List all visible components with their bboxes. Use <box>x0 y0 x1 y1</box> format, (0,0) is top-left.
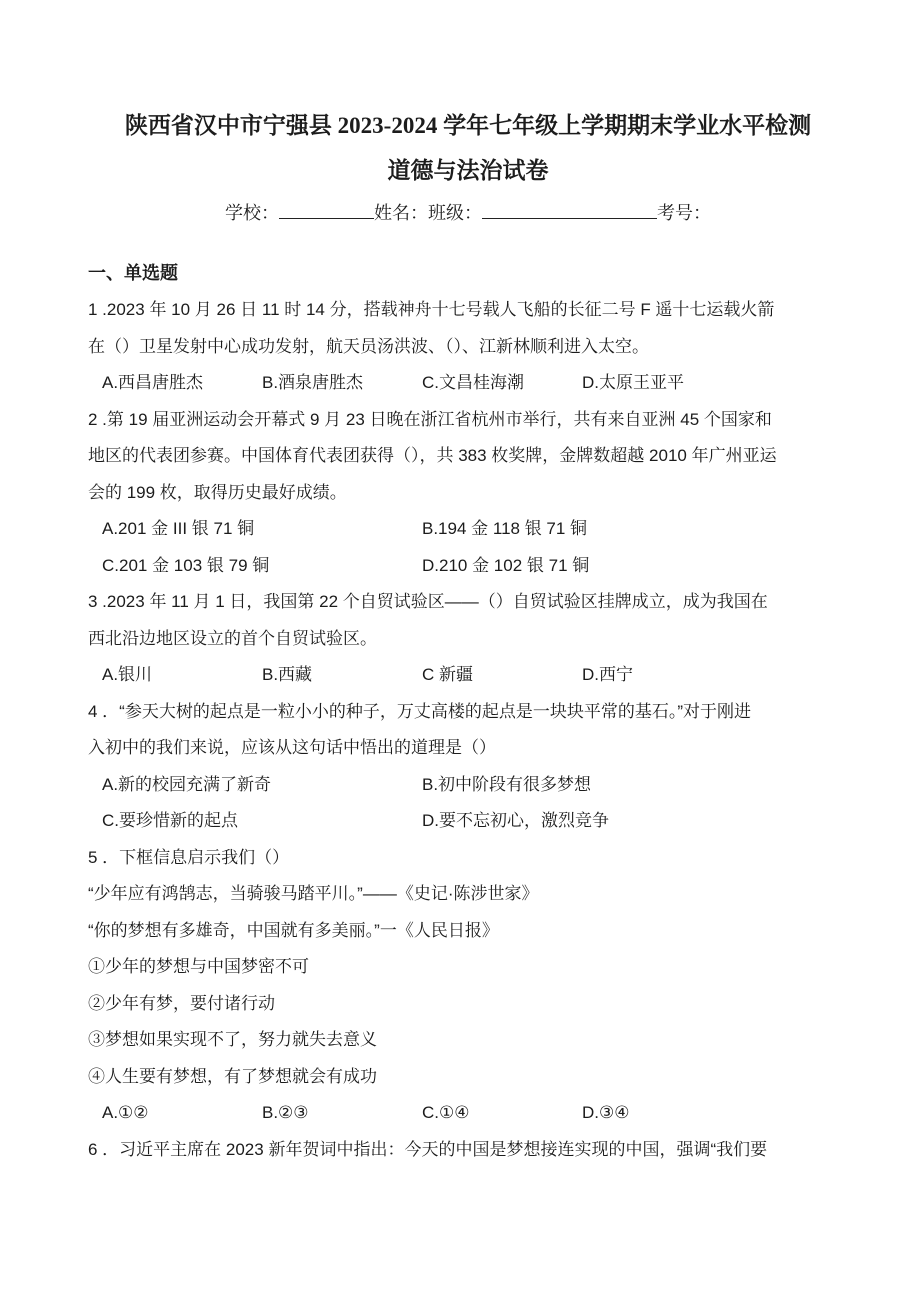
option-a: A.201 金 III 银 71 铜 <box>102 519 255 538</box>
statement-2: ②少年有梦，要付诸行动 <box>88 993 275 1013</box>
statement-1: ①少年的梦想与中国梦密不可 <box>88 957 309 976</box>
question-line: 会的 199 枚，取得历史最好成绩。 <box>88 482 347 502</box>
question-2-options-row-1 <box>88 511 848 548</box>
question-quote-line: “少年应有鸿鹄志，当骑骏马踏平川。”——《史记·陈涉世家》 <box>88 884 539 903</box>
question-line: 5 ．下框信息启示我们（） <box>88 847 290 867</box>
question-2 <box>88 402 848 585</box>
question-3 <box>88 584 848 694</box>
option-c: C.①④ <box>422 1103 470 1122</box>
school-blank-line <box>279 202 374 219</box>
question-4-options-row-1 <box>88 767 848 804</box>
question-1-options <box>88 365 848 402</box>
question-line: 1 .2023 年 10 月 26 日 11 时 14 分，搭载神舟十七号载人飞船的长征二号 F 遥十七运载火箭 <box>88 300 775 319</box>
exam-no-label: 考号： <box>657 203 711 223</box>
option-b: B.西藏 <box>262 665 313 684</box>
option-d: D.西宁 <box>582 665 633 684</box>
question-line: 在（）卫星发射中心成功发射，航天员汤洪波、（）、江新林顺利进入太空。 <box>88 336 649 356</box>
question-5-options <box>88 1095 848 1132</box>
statement-4: ④人生要有梦想，有了梦想就会有成功 <box>88 1066 377 1086</box>
option-b: B.194 金 118 银 71 铜 <box>422 519 588 538</box>
class-blank-line <box>482 202 657 219</box>
question-line: 地区的代表团参赛。中国体育代表团获得（），共 383 枚奖牌，金牌数超越 2010 年广州亚运 <box>88 446 777 465</box>
option-d: D.③④ <box>582 1103 630 1122</box>
question-line: 6 ．习近平主席在 2023 新年贺词中指出：今天的中国是梦想接连实现的中国，强调“我们要 <box>88 1139 768 1159</box>
document-title-line2: 道德与法治试卷 <box>387 158 549 183</box>
question-line: 4 ．“参天大树的起点是一粒小小的种子，万丈高楼的起点是一块块平常的基石。”对于刚进 <box>88 701 751 721</box>
option-c: C.201 金 103 银 79 铜 <box>102 555 270 575</box>
option-b: B.初中阶段有很多梦想 <box>422 774 592 794</box>
question-line: 入初中的我们来说，应该从这句话中悟出的道理是（） <box>88 738 496 757</box>
class-label: 班级： <box>428 203 482 223</box>
option-b: B.酒泉唐胜杰 <box>262 373 364 392</box>
question-5 <box>88 840 848 1132</box>
question-1 <box>88 292 848 402</box>
option-c: C 新疆 <box>422 665 473 684</box>
school-label: 学校： <box>225 203 279 223</box>
question-line: 西北沿边地区设立的首个自贸试验区。 <box>88 628 377 648</box>
student-info-row <box>88 198 848 228</box>
question-2-options-row-2 <box>88 548 848 585</box>
statement-3: ③梦想如果实现不了，努力就失去意义 <box>88 1030 377 1049</box>
option-d: D.210 金 102 银 71 铜 <box>422 555 590 575</box>
option-a: A.西昌唐胜杰 <box>102 373 204 392</box>
question-quote-line: “你的梦想有多雄奇，中国就有多美丽。”一《人民日报》 <box>88 920 499 940</box>
option-a: A.新的校园充满了新奇 <box>102 774 272 794</box>
option-a: A.银川 <box>102 665 153 684</box>
question-4-options-row-2 <box>88 803 848 840</box>
option-c: C.要珍惜新的起点 <box>102 811 238 830</box>
document-title-line1: 陕西省汉中市宁强县 2023-2024 学年七年级上学期期末学业水平检测 <box>124 113 812 138</box>
question-6 <box>88 1132 848 1169</box>
question-3-options <box>88 657 848 694</box>
option-d: D.要不忘初心，激烈竞争 <box>422 811 609 830</box>
option-c: C.文昌桂海潮 <box>422 373 524 392</box>
section-title-single-choice: 一、单选题 <box>88 263 178 283</box>
question-4 <box>88 694 848 840</box>
name-label: 姓名： <box>374 203 428 223</box>
question-line: 2 .第 19 届亚洲运动会开幕式 9 月 23 日晚在浙江省杭州市举行，共有来自亚洲 45 个国家和 <box>88 409 772 429</box>
option-b: B.②③ <box>262 1103 309 1122</box>
option-a: A.①② <box>102 1103 149 1122</box>
option-d: D.太原王亚平 <box>582 373 684 392</box>
question-line: 3 .2023 年 11 月 1 日，我国第 22 个自贸试验区——（）自贸试验区挂牌成立，成为我国在 <box>88 592 768 611</box>
